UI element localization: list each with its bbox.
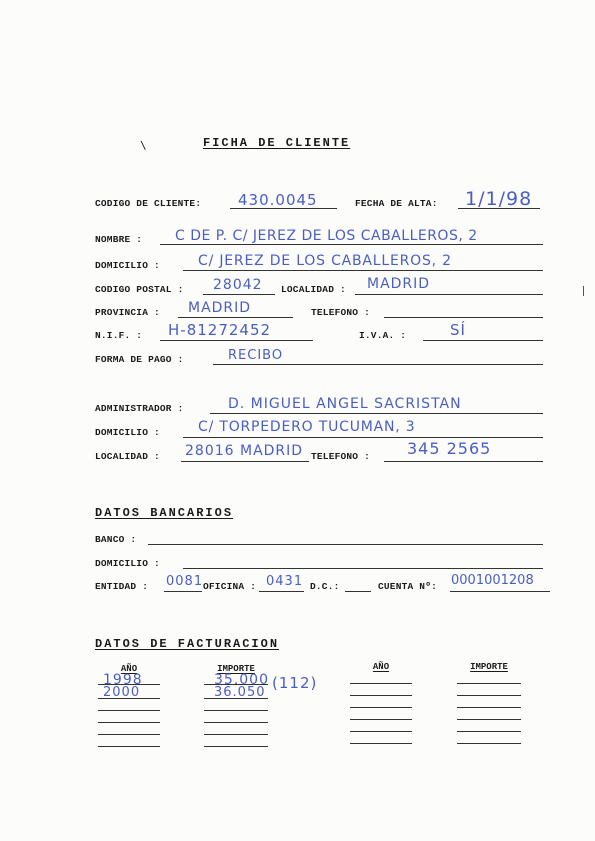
page-title: FICHA DE CLIENTE: [203, 136, 351, 150]
value-nif[interactable]: H-81272452: [168, 321, 272, 339]
col-header-ano-1: AÑO: [120, 664, 138, 674]
value-localidad[interactable]: MADRID: [367, 276, 431, 292]
value-administrador[interactable]: D. MIGUEL ANGEL SACRISTAN: [228, 396, 462, 412]
section-datos-bancarios: DATOS BANCARIOS: [95, 506, 234, 520]
value-entidad[interactable]: 0081: [166, 574, 204, 589]
label-domicilio: DOMICILIO :: [95, 260, 160, 271]
value-adm-localidad[interactable]: 28016 MADRID: [185, 443, 304, 459]
value-fecha-alta[interactable]: 1/1/98: [465, 188, 533, 210]
label-banco-domicilio: DOMICILIO :: [95, 558, 160, 569]
col-header-ano-2: AÑO: [372, 662, 390, 672]
value-iva[interactable]: SÍ: [450, 321, 466, 339]
label-iva: I.V.A. :: [359, 330, 407, 341]
value-provincia[interactable]: MADRID: [188, 300, 252, 316]
value-nombre[interactable]: C DE P. C/ JEREZ DE LOS CABALLEROS, 2: [175, 228, 478, 244]
value-cuenta[interactable]: 0001001208: [451, 573, 534, 588]
label-oficina: OFICINA :: [203, 581, 257, 592]
label-forma-pago: FORMA DE PAGO :: [95, 354, 184, 365]
value-adm-telefono[interactable]: 345 2565: [407, 439, 492, 458]
label-provincia: PROVINCIA :: [95, 307, 160, 318]
label-entidad: ENTIDAD :: [95, 581, 149, 592]
fact-row-2-importe[interactable]: 36.050: [214, 685, 266, 700]
value-forma-pago[interactable]: RECIBO: [228, 348, 284, 363]
value-oficina[interactable]: 0431: [266, 574, 304, 589]
label-adm-localidad: LOCALIDAD :: [95, 451, 160, 462]
corner-mark: \: [140, 139, 147, 152]
label-nif: N.I.F. :: [95, 330, 143, 341]
fact-row-2-ano[interactable]: 2000: [103, 685, 141, 700]
fact-row-1-note[interactable]: (112): [272, 674, 318, 692]
value-codigo-postal[interactable]: 28042: [213, 277, 263, 293]
label-nombre: NOMBRE :: [95, 234, 143, 245]
value-codigo-cliente[interactable]: 430.0045: [238, 191, 318, 209]
value-domicilio[interactable]: C/ JEREZ DE LOS CABALLEROS, 2: [198, 253, 452, 269]
label-localidad: LOCALIDAD :: [281, 284, 346, 295]
label-dc: D.C.:: [310, 581, 340, 592]
label-cuenta: CUENTA Nº:: [378, 581, 438, 592]
fact-row-1-importe[interactable]: 35.000: [214, 672, 269, 688]
label-adm-telefono: TELEFONO :: [311, 451, 371, 462]
label-telefono: TELEFONO :: [311, 307, 371, 318]
label-codigo-cliente: CODIGO DE CLIENTE:: [95, 198, 202, 209]
fact-row-1-ano[interactable]: 1998: [103, 672, 143, 688]
label-administrador: ADMINISTRADOR :: [95, 403, 184, 414]
col-header-importe-2: IMPORTE: [470, 662, 508, 672]
section-datos-facturacion: DATOS DE FACTURACION: [95, 637, 280, 651]
value-adm-domicilio[interactable]: C/ TORPEDERO TUCUMAN, 3: [198, 419, 416, 435]
label-codigo-postal: CODIGO POSTAL :: [95, 284, 184, 295]
label-banco: BANCO :: [95, 534, 137, 545]
col-header-importe-1: IMPORTE: [217, 664, 255, 674]
label-fecha-alta: FECHA DE ALTA:: [355, 198, 438, 209]
stray-mark: [583, 286, 584, 296]
label-adm-domicilio: DOMICILIO :: [95, 427, 160, 438]
